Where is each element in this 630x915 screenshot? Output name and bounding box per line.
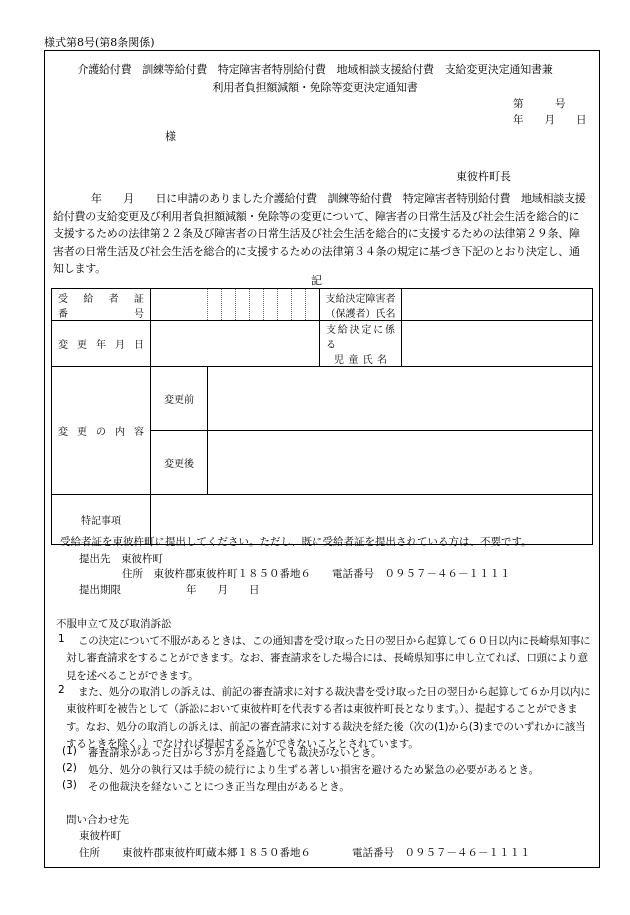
form-label: 様式第8号(第8条関係): [44, 36, 155, 49]
contact-org: 東彼杵町: [79, 830, 121, 842]
body-paragraph: 年 月 日に申請のありました介護給付費 訓練等給付費 特定障害者特別給付費 地域相談支援給付費の支給変更及び利用者負担額減額・免除等の変更について、障害者の日常生活及び社会生活を総合的に支援するための法律第２２条及び障害者の日常生活及び社会生活を総合的に支援するための法律第２９条、障害者の日常生活及び社会生活を総合的に支援するための法律第３４条の規定に基づき下記のとおり決定し、通知します。: [53, 192, 586, 276]
recipient-number-digit: [151, 289, 208, 321]
decision-person-value: [402, 289, 593, 321]
ki-label: 記: [311, 274, 322, 287]
recipient-number-digit: [222, 289, 236, 321]
appeal-sub-3: その他裁決を経ないことにつき正当な理由があるとき。: [88, 781, 350, 793]
appeal-sub-2-number: (2): [62, 762, 77, 774]
submit-note: 受給者証を東彼杵町に提出してください。ただし、既に受給者証を提出されている方は、不要です。: [60, 536, 532, 548]
before-header: 変更前: [151, 367, 208, 431]
appeal-sub-1: 審査請求があった日から３か月を経過しても裁決がないとき。: [88, 747, 382, 759]
recipient-number-digit: [264, 289, 278, 321]
issue-date: 年 月 日: [513, 114, 587, 126]
recipient-number-header-line2: 番号: [58, 308, 144, 320]
appeal-item-1-number: 1: [58, 633, 65, 645]
recipient-number-digit: [278, 289, 292, 321]
appeal-item-2-number: 2: [58, 684, 65, 696]
decision-person-header-line1: 支給決定障害者: [325, 293, 396, 305]
change-date-header: 変更年月日: [52, 321, 151, 367]
child-name-header-line2: 児童氏名: [334, 355, 387, 366]
appeal-item-2: また、処分の取消しの訴えは、前記の審査請求に対する裁決書を受け取った日の翌日から起算して６か月以内に東彼杵町を被告として（訴訟において東彼杵町を代表する者は東彼杵町長となります。）、提起することができます。なお、処分の取消しの訴えは、前記の審査請求に対する裁決を経た後（次の(1)から(3)までのいずれかに該当するときを除く。）でなければ提起することができないこととされています。: [66, 686, 591, 750]
submit-deadline-label: 提出期限: [79, 584, 121, 596]
recipient-number-digit: [208, 289, 222, 321]
recipient-number-digit: [236, 289, 250, 321]
change-date-value: [151, 321, 320, 367]
table-row: [52, 321, 593, 367]
child-name-header: [320, 321, 402, 367]
appeal-sub-1-number: (1): [62, 745, 77, 757]
recipient-number-digit: [250, 289, 264, 321]
decision-person-header: [320, 289, 402, 321]
appeal-item-1: この決定について不服があるときは、この通知書を受け取った日の翌日から起算して６０日以内に長崎県知事に対し審査請求をすることができます。なお、審査請求をした場合には、長崎県知事に申し立てれば、口頭により意見を述べることができます。: [66, 635, 591, 682]
title-line-2: 利用者負担額減額・免除等変更決定通知書: [212, 81, 418, 94]
title-line-1: 介護給付費 訓練等給付費 特定障害者特別給付費 地域相談支援給付費 支給変更決定通知書兼: [77, 63, 553, 76]
table-row: [52, 289, 593, 321]
recipient-number-header-line1: 受給者証: [58, 293, 144, 305]
after-value: [208, 431, 593, 495]
recipient-number-header: [52, 289, 151, 321]
contact-address-label: 住所: [79, 847, 100, 859]
recipient-number-digit: [306, 289, 320, 321]
number-label: 第 号: [513, 98, 566, 110]
before-value: [208, 367, 593, 431]
special-notes-header: 特記事項: [52, 495, 151, 545]
appeal-sub-3-number: (3): [62, 779, 77, 791]
decision-person-header-line2: （保護者）氏名: [325, 308, 396, 320]
contact-phone: 電話番号 ０９５７－４６－１１１１: [352, 847, 531, 859]
recipient-number-digit: [292, 289, 306, 321]
contact-heading: 問い合わせ先: [66, 814, 129, 826]
table-row: [52, 367, 593, 431]
appeal-sub-2: 処分、処分の執行又は手続の続行により生ずる著しい損害を避けるため緊急の必要があるとき。: [88, 764, 540, 776]
contact-address: 東彼杵郡東彼杵町蔵本郷１８５０番地６: [122, 847, 311, 859]
change-content-header: 変更の内容: [52, 367, 151, 495]
issuer-name: 東彼杵町長: [456, 170, 511, 183]
decision-table: [51, 288, 593, 545]
child-name-value: [402, 321, 593, 367]
recipient-suffix: 様: [165, 130, 176, 143]
appeal-heading: 不服申立て及び取消訴訟: [56, 618, 172, 630]
after-header: 変更後: [151, 431, 208, 495]
submit-address: 住所 東彼杵郡東彼杵町１８５０番地６ 電話番号 ０９５７－４６－１１１１: [122, 568, 511, 580]
submit-deadline-date: 年 月 日: [186, 584, 260, 596]
submit-destination: 提出先 東彼杵町: [79, 553, 163, 565]
child-name-header-line1: 支給決定に係る: [326, 325, 395, 351]
